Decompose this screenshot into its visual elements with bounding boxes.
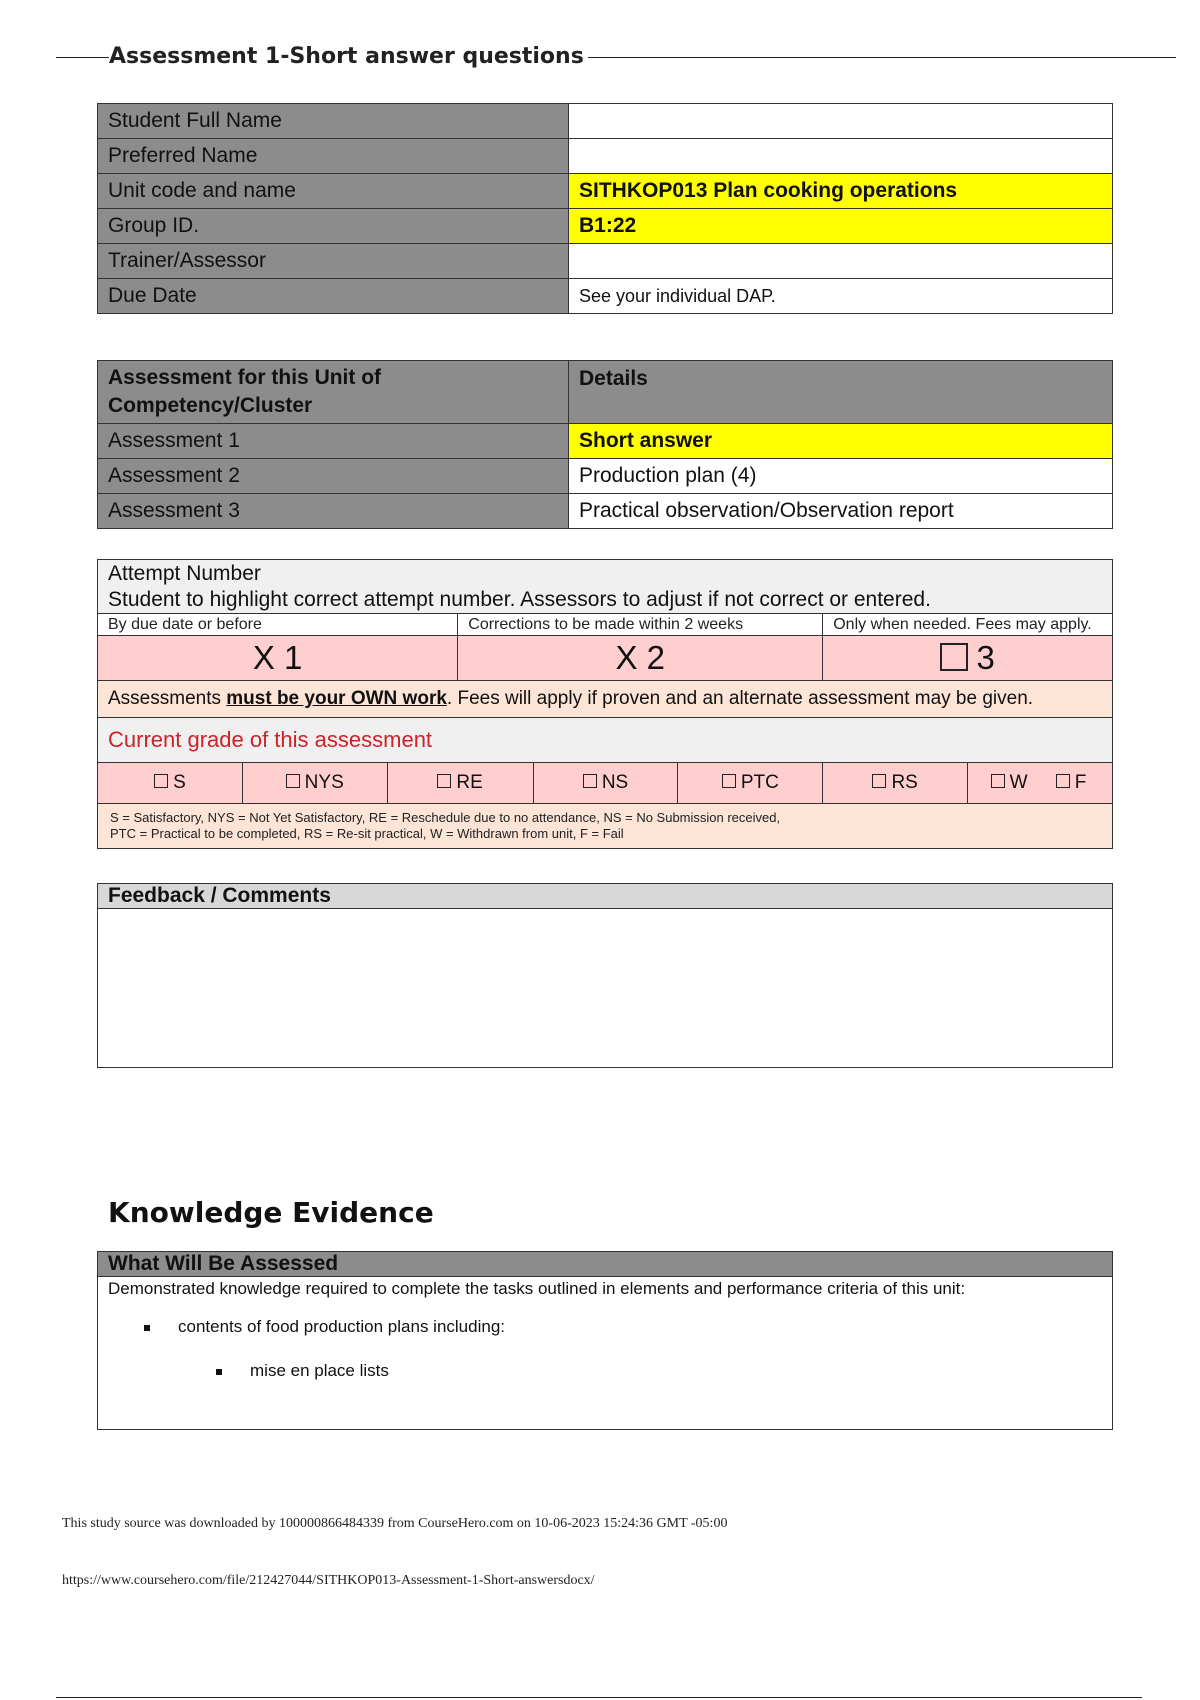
- document-title: Assessment 1-Short answer questions: [109, 44, 588, 69]
- attempt-2-option[interactable]: X 2: [458, 636, 823, 681]
- row-label: Preferred Name: [98, 139, 569, 174]
- warning-emphasis: must be your OWN work: [226, 688, 447, 709]
- unit-assessments-table: [97, 360, 1113, 529]
- checkbox-icon: [286, 774, 300, 788]
- legend-line: PTC = Practical to be completed, RS = Re-sit practical, W = Withdrawn from unit, F = Fail: [110, 826, 624, 841]
- checkbox-icon: [722, 774, 736, 788]
- column-header: Details: [569, 361, 1113, 424]
- grade-option-rs[interactable]: [823, 763, 968, 804]
- attempt-header-row: [98, 560, 1113, 614]
- row-label: Unit code and name: [98, 174, 569, 209]
- attempt-3-option[interactable]: [823, 636, 1113, 681]
- due-date-value: See your individual DAP.: [569, 279, 1113, 314]
- attempt-header: [98, 560, 1113, 614]
- assessment-detail: Practical observation/Observation report: [569, 494, 1113, 529]
- row-label: Group ID.: [98, 209, 569, 244]
- knowledge-body: [98, 1277, 1113, 1430]
- grade-legend: [98, 804, 1113, 849]
- student-info-table: [97, 103, 1113, 314]
- grade-label: NS: [601, 772, 629, 793]
- grade-label: RS: [891, 772, 918, 793]
- grade-option-re[interactable]: [387, 763, 533, 804]
- attempt-instruction: Student to highlight correct attempt number. Assessors to adjust if not correct or entered.: [108, 588, 931, 611]
- own-work-warning: [98, 681, 1113, 718]
- attempt-hint-3: Only when needed. Fees may apply.: [823, 614, 1113, 636]
- current-grade-title: Current grade of this assessment: [98, 718, 1113, 763]
- row-label: Assessment 2: [98, 459, 569, 494]
- checkbox-icon: [991, 774, 1005, 788]
- grade-label: S: [173, 772, 186, 793]
- table-row: [98, 459, 1113, 494]
- grade-label: W: [1009, 772, 1028, 793]
- assessment-detail: Short answer: [569, 424, 1113, 459]
- grade-option-nys[interactable]: [242, 763, 387, 804]
- checkbox-icon: [154, 774, 168, 788]
- attempt-3-label: 3: [976, 639, 995, 676]
- grade-option-s[interactable]: [98, 763, 243, 804]
- trainer-assessor-field[interactable]: [569, 244, 1113, 279]
- attempt-mark-row: [98, 636, 1113, 681]
- list-item-text: contents of food production plans including:: [178, 1317, 506, 1336]
- what-will-be-assessed-title: What Will Be Assessed: [98, 1252, 1113, 1277]
- grade-option-w-f: [968, 763, 1113, 804]
- row-label: Due Date: [98, 279, 569, 314]
- table-row: [98, 279, 1113, 314]
- table-row: [98, 244, 1113, 279]
- attempt-hint-1: By due date or before: [98, 614, 458, 636]
- table-header-row: [98, 361, 1113, 424]
- grade-label: PTC: [740, 772, 779, 793]
- column-header: Assessment for this Unit of Competency/Cluster: [98, 361, 569, 424]
- table-row: [98, 494, 1113, 529]
- feedback-title: Feedback / Comments: [98, 884, 1113, 909]
- list-item: mise en place lists: [250, 1361, 1102, 1381]
- grade-option-ns[interactable]: [533, 763, 678, 804]
- table-row: [98, 174, 1113, 209]
- knowledge-evidence-heading: Knowledge Evidence: [108, 1196, 434, 1229]
- checkbox-icon: [940, 643, 968, 671]
- feedback-comments-field[interactable]: [98, 909, 1113, 1068]
- knowledge-list: [108, 1317, 1102, 1381]
- bottom-rule: [56, 1697, 1142, 1698]
- warning-text: Assessments: [108, 688, 227, 709]
- attempt-table: [97, 559, 1113, 849]
- row-label: Assessment 1: [98, 424, 569, 459]
- grade-option-f[interactable]: [1040, 772, 1102, 794]
- knowledge-evidence-table: [97, 1251, 1113, 1430]
- grade-label: F: [1074, 772, 1087, 793]
- grade-options-row: [98, 763, 1113, 804]
- row-label: Trainer/Assessor: [98, 244, 569, 279]
- checkbox-icon: [872, 774, 886, 788]
- attempt-hint-2: Corrections to be made within 2 weeks: [458, 614, 823, 636]
- grade-title-row: [98, 718, 1113, 763]
- grade-option-ptc[interactable]: [678, 763, 823, 804]
- table-row: [98, 209, 1113, 244]
- preferred-name-field[interactable]: [569, 139, 1113, 174]
- checkbox-icon: [1056, 774, 1070, 788]
- assessment-detail: Production plan (4): [569, 459, 1113, 494]
- warning-text: . Fees will apply if proven and an alternate assessment may be given.: [446, 688, 1034, 709]
- student-full-name-field[interactable]: [569, 104, 1113, 139]
- grade-label: RE: [456, 772, 483, 793]
- list-item: [178, 1317, 1102, 1381]
- legend-line: S = Satisfactory, NYS = Not Yet Satisfactory, RE = Reschedule due to no attendance, NS = No Submission received,: [110, 810, 781, 825]
- unit-code-value: SITHKOP013 Plan cooking operations: [569, 174, 1113, 209]
- knowledge-intro: Demonstrated knowledge required to complete the tasks outlined in elements and performance criteria of this unit:: [108, 1279, 966, 1298]
- group-id-value: B1:22: [569, 209, 1113, 244]
- feedback-table: [97, 883, 1113, 1068]
- table-row: [98, 139, 1113, 174]
- row-label: Assessment 3: [98, 494, 569, 529]
- knowledge-sublist: [178, 1361, 1102, 1381]
- attempt-hint-row: [98, 614, 1113, 636]
- table-row: [98, 424, 1113, 459]
- checkbox-icon: [437, 774, 451, 788]
- grade-label: NYS: [304, 772, 344, 793]
- attempt-title: Attempt Number: [108, 562, 261, 585]
- row-label: Student Full Name: [98, 104, 569, 139]
- warning-row: [98, 681, 1113, 718]
- grade-legend-row: [98, 804, 1113, 849]
- grade-option-w[interactable]: [978, 772, 1040, 794]
- source-url[interactable]: https://www.coursehero.com/file/212427044/SITHKOP013-Assessment-1-Short-answersdocx/: [62, 1573, 595, 1588]
- attempt-1-option[interactable]: X 1: [98, 636, 458, 681]
- checkbox-icon: [583, 774, 597, 788]
- table-row: [98, 104, 1113, 139]
- download-notice: This study source was downloaded by 100000866484339 from CourseHero.com on 10-06-2023 15:24:36 GMT -05:00: [62, 1516, 728, 1531]
